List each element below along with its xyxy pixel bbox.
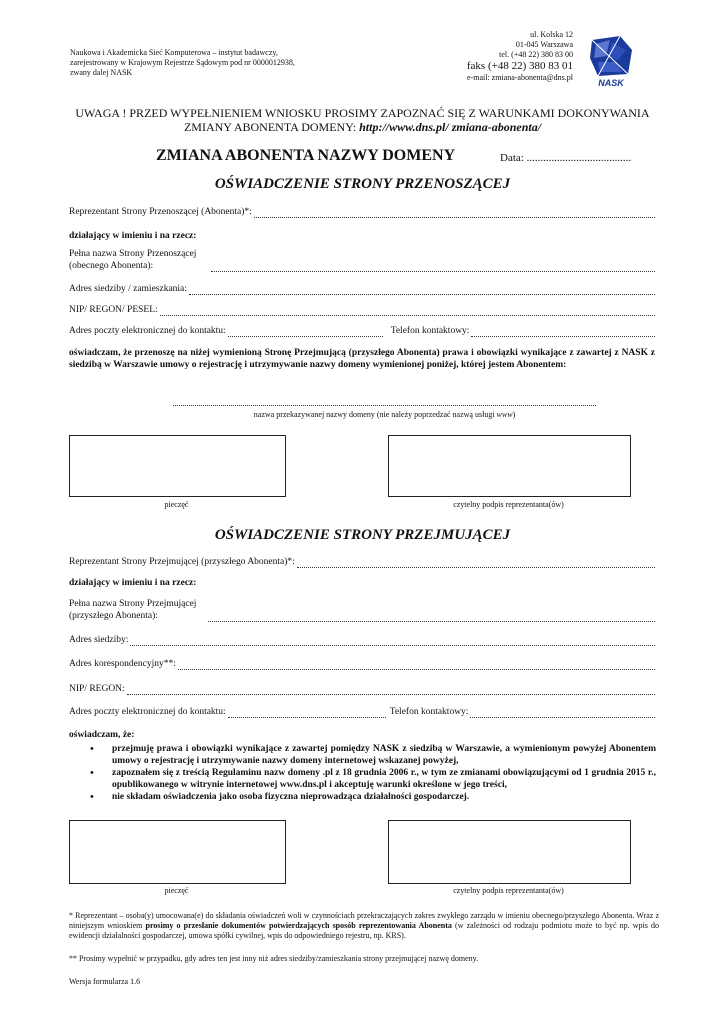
section-transferring-title: OŚWIADCZENIE STRONY PRZENOSZĄCEJ (214, 176, 511, 192)
field-label: Reprezentant Strony Przenoszącej (Abonenta)*: (69, 207, 252, 217)
email-address: e-mail: zmiana-abonenta@dns.pl (467, 73, 573, 82)
field-label: NIP/ REGON/ PESEL: (69, 305, 158, 315)
nask-logo (588, 36, 634, 88)
footnote-bold-text: prosimy o przesłanie dokumentów potwierdzających sposób reprezentowania Abonenta (145, 921, 452, 930)
receiving-fullname-field[interactable] (69, 610, 655, 622)
field-label: (przyszłego Abonenta): (69, 611, 158, 621)
form-version: Wersja formularza 1.6 (69, 977, 141, 986)
organization-info (70, 48, 330, 78)
field-label: Telefon kontaktowy: (389, 707, 469, 717)
receiving-declare-label: oświadczam, że: (69, 730, 135, 740)
warning-line-2-text: ZMIANY ABONENTA DOMENY: (183, 120, 360, 134)
domain-name-field[interactable] (173, 405, 596, 406)
transferring-declaration: oświadczam, że przenoszę na niżej wymienioną Stronę Przejmującą (przyszłego Abonenta) prawa i obowiązki wynikające z zawartej z NASK z siedzibą w Warszawie umowy o rejestrację i utrzymywanie nazwy domeny wymienionej poniżej, której jestem Abonentem: (69, 348, 655, 370)
org-line: zwany dalej NASK (70, 68, 133, 77)
signature-box-transferring[interactable] (388, 435, 631, 497)
field-label: Adres siedziby / zamieszkania: (69, 284, 187, 294)
footnote-correspondence: ** Prosimy wypełnić w przypadku, gdy adres ten jest inny niż adres siedziby/zamieszkania strony przejmującej nazwę domeny. (69, 954, 479, 963)
warning-line-2 (60, 120, 665, 134)
signature-caption: czytelny podpis reprezentanta(ów) (453, 886, 564, 895)
receiving-representative-field[interactable] (69, 556, 655, 568)
receiving-nip-field[interactable] (69, 683, 655, 695)
org-line: Naukowa i Akademicka Sieć Komputerowa – instytut badawczy, (70, 48, 278, 57)
transferring-fullname-label-1: Pełna nazwa Strony Przenoszącej (69, 249, 197, 259)
signature-caption: czytelny podpis reprezentanta(ów) (453, 500, 564, 509)
footnote-text: * Reprezentant – osoba(y) umocowana(e) do składania oświadczeń woli w czynnościach przekraczających zakres zwykłego zarządu w imieniu obecnego/przyszłego Abonenta. Wraz z niniejszym wnioskiem (69, 911, 659, 930)
transferring-address-field[interactable] (69, 283, 655, 295)
footnote-representative (69, 911, 659, 941)
stamp-caption: pieczęć (164, 500, 189, 509)
terms-link[interactable]: http://www.dns.pl/ zmiana-abonenta/ (359, 120, 542, 134)
receiving-address-field[interactable] (69, 634, 655, 646)
domain-name-caption (173, 410, 596, 419)
transferring-contact-field[interactable] (69, 325, 655, 337)
list-item: • zapoznałem się z treścią Regulaminu nazw domeny .pl z 18 grudnia 2006 r., w tym ze zmianami obowiązującymi od 1 grudnia 2015 r., opublikowanego w witrynie internetowej www.dns.pl i akceptuję warunki określone w jego treści, (90, 767, 656, 791)
list-item: • przejmuję prawa i obowiązki wynikające z zawartej pomiędzy NASK z siedzibą w Warszawie, a wymienionym powyżej Abonentem umowy o rejestrację i utrzymywanie nazwy domeny internetowej wskazanej powyżej, (90, 743, 656, 767)
receiving-contact-field[interactable] (69, 706, 655, 718)
acting-on-behalf-label: działający w imieniu i na rzecz: (69, 231, 197, 241)
page-title: ZMIANA ABONENTA NAZWY DOMENY (156, 147, 456, 164)
receiving-fullname-label-1: Pełna nazwa Strony Przejmującej (69, 599, 197, 609)
stamp-caption: pieczęć (164, 886, 189, 895)
caption-www: www (496, 410, 513, 419)
receiving-declarations-list (90, 743, 656, 803)
caption-text: nazwa przekazywanej nazwy domeny (nie należy poprzedzać nazwą usługi (253, 410, 497, 419)
transferring-fullname-field[interactable] (69, 260, 655, 272)
stamp-box-receiving[interactable] (69, 820, 286, 884)
stamp-box-transferring[interactable] (69, 435, 286, 497)
transferring-nip-field[interactable] (69, 304, 655, 316)
address-line: ul. Kolska 12 (530, 30, 573, 39)
org-line: zarejestrowany w Krajowym Rejestrze Sądowym pod nr 0000012938, (70, 58, 295, 67)
transferring-representative-field[interactable] (69, 206, 655, 218)
field-label: Adres poczty elektronicznej do kontaktu: (69, 707, 226, 717)
field-label: Telefon kontaktowy: (390, 326, 470, 336)
warning-notice (60, 106, 665, 134)
field-label: Adres siedziby: (69, 635, 129, 645)
warning-line-1: UWAGA ! PRZED WYPEŁNIENIEM WNIOSKU PROSIMY ZAPOZNAĆ SIĘ Z WARUNKAMI DOKONYWANIA (75, 106, 650, 120)
field-label: Reprezentant Strony Przejmującej (przyszłego Abonenta)*: (69, 557, 295, 567)
field-label: NIP/ REGON: (69, 684, 125, 694)
acting-on-behalf-label: działający w imieniu i na rzecz: (69, 578, 197, 588)
footnote-text: (w zależności od rodzaju podmiotu może to być np. wpis do ewidencji działalności gospodarczej, umowa spółki cywilnej, wpis do odpowiedniego rejestru, np. KRS). (69, 921, 660, 940)
list-item: • nie składam oświadczenia jako osoba fizyczna nieprowadząca działalności gospodarczej. (90, 791, 656, 803)
logo-text: NASK (598, 78, 624, 88)
field-label: Adres korespondencyjny**: (69, 659, 176, 669)
section-receiving-title: OŚWIADCZENIE STRONY PRZEJMUJĄCEJ (214, 527, 511, 543)
field-label: Adres poczty elektronicznej do kontaktu: (69, 326, 226, 336)
fax-number: faks (+48 22) 380 83 01 (466, 60, 573, 72)
nask-logo-icon (588, 36, 634, 88)
date-field[interactable]: Data: ...................................... (500, 152, 632, 164)
field-label: (obecnego Abonenta): (69, 261, 154, 271)
address-city: 01-045 Warszawa (515, 40, 573, 49)
phone-number: tel. (+48 22) 380 83 00 (499, 50, 573, 59)
signature-box-receiving[interactable] (388, 820, 631, 884)
caption-end: ) (512, 410, 516, 419)
contact-info (467, 30, 573, 83)
receiving-corr-address-field[interactable] (69, 658, 655, 670)
